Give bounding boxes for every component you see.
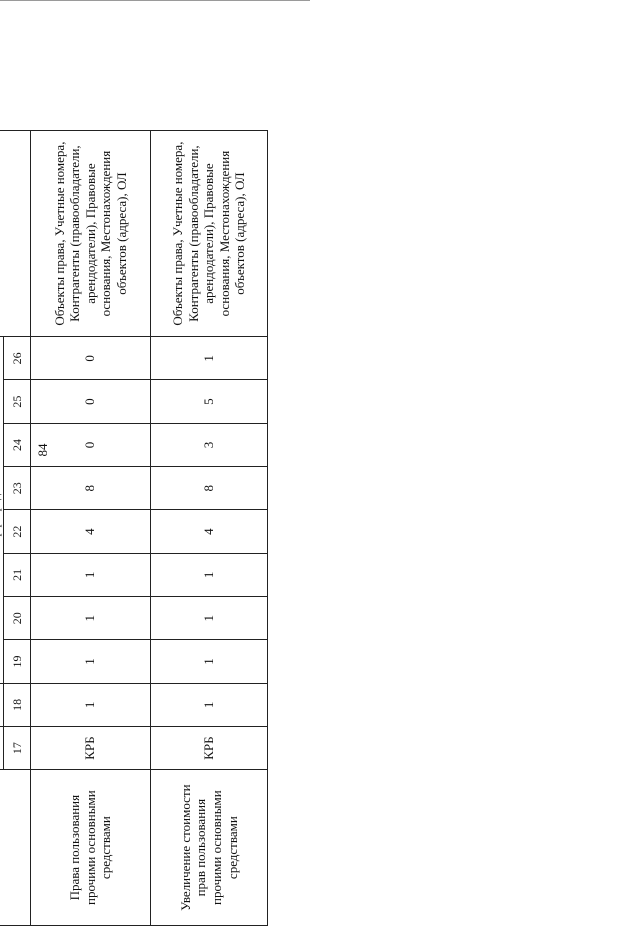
code-cell: 1: [31, 597, 151, 640]
code-cell: КРБ: [31, 726, 151, 769]
page-number: 84: [35, 443, 50, 457]
code-cell: 1: [151, 640, 268, 683]
code-cell: 3: [151, 423, 268, 466]
code-cell: 0: [31, 337, 151, 380]
table-row: [151, 131, 268, 926]
code-cell: 1: [151, 553, 268, 596]
account-name-cell: Увеличение стоимости прав пользования прочими основными средствами: [151, 770, 268, 926]
code-cell: 1: [31, 640, 151, 683]
code-cell: 1: [31, 683, 151, 726]
digit-19: 19: [4, 640, 31, 683]
code-cell: 0: [31, 423, 151, 466]
detail-cell: Объекты права, Учетные номера, Контрагенты (правообладатели, арендодатели), Правовые основания, Местонахождения объектов (адреса), ОЛ: [151, 131, 268, 337]
code-cell: 1: [151, 683, 268, 726]
digit-24: 24: [4, 423, 31, 466]
digit-17: 17: [4, 726, 31, 769]
detail-cell: Объекты права, Учетные номера, Контрагенты (правообладатели, арендодатели), Правовые основания, Местонахождения объектов (адреса), ОЛ: [31, 131, 151, 337]
header-analytics-detail: [0, 131, 31, 337]
digit-26: 26: [4, 337, 31, 380]
digit-25: 25: [4, 380, 31, 423]
code-cell: 1: [151, 337, 268, 380]
code-cell: КРБ: [151, 726, 268, 769]
header-account-name: [0, 770, 31, 926]
table-row: [31, 131, 151, 926]
digit-18: 18: [4, 683, 31, 726]
account-table-rotated: [0, 130, 267, 926]
account-name-cell: Права пользования прочими основными средствами: [31, 770, 151, 926]
digit-23: 23: [4, 467, 31, 510]
account-table: [0, 130, 268, 926]
code-cell: 8: [151, 467, 268, 510]
code-cell: 1: [31, 553, 151, 596]
code-cell: 0: [31, 380, 151, 423]
digit-22: 22: [4, 510, 31, 553]
digit-21: 21: [4, 553, 31, 596]
code-cell: 8: [31, 467, 151, 510]
code-cell: 4: [151, 510, 268, 553]
code-cell: 4: [31, 510, 151, 553]
scan-edge-line: [0, 0, 310, 1]
code-cell: 1: [151, 597, 268, 640]
code-cell: 5: [151, 380, 268, 423]
digit-20: 20: [4, 597, 31, 640]
